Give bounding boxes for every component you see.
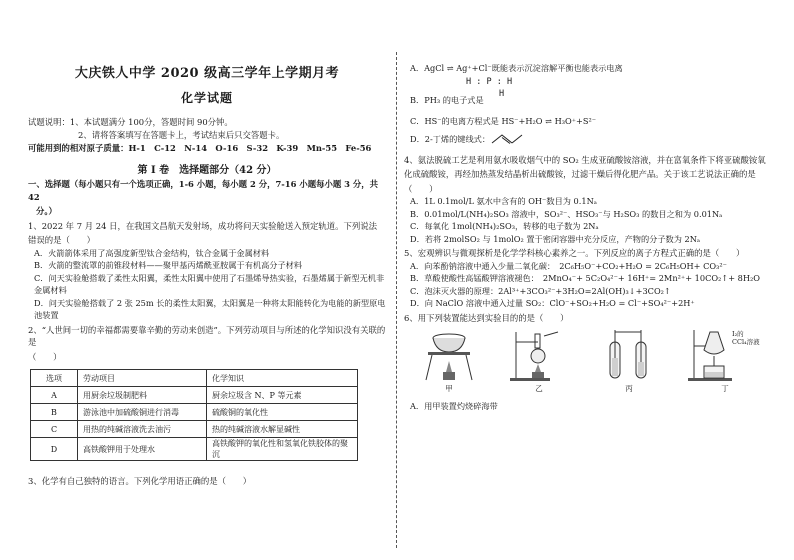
ding-reagent-label <box>732 330 760 346</box>
apparatus-yi <box>508 328 570 394</box>
q4-option-c: C．每氧化 1mol(NH₄)₂SO₃，转移的电子数为 2Nₐ <box>410 221 599 231</box>
q6-option-a: A．用甲装置灼烧碎海带 <box>410 401 498 411</box>
table-cell: 热的纯碱溶液水解显碱性 <box>207 421 358 438</box>
apparatus-label-jia: 甲 <box>445 384 453 393</box>
q4-stem: 4、氨法脱硫工艺是利用氨水吸收烟气中的 SO₂ 生成亚硫酸铵溶液，并在富氧条件下将亚硫酸铵氧 <box>404 154 766 165</box>
q5-option-d: D．向 NaClO 溶液中通入过量 SO₂：ClO⁻+SO₂+H₂O = Cl⁻+SO₄²⁻+2H⁺ <box>410 298 695 308</box>
table-cell: 用热的纯碱溶液洗去油污 <box>78 421 207 438</box>
table-header-cell: 化学知识 <box>207 370 358 387</box>
q3-option-a: A．AgCl ⇌ Ag⁺+Cl⁻既能表示沉淀溶解平衡也能表示电离 <box>410 63 623 73</box>
left-column <box>28 52 386 554</box>
q1-option-a: A．火箭箭体采用了高强度新型钛合金结构，钛合金属于金属材料 <box>34 247 270 258</box>
apparatus-bing <box>598 328 660 394</box>
page-title: 大庆铁人中学 2020 级高三学年上学期月考 <box>74 66 340 81</box>
q3-option-b-block <box>404 75 776 109</box>
q1-option-d: D．问天实验舱搭载了 2 张 25m 长的柔性太阳翼，太阳翼是一种将太阳能转化为电能的新型原电池装置 <box>34 297 386 320</box>
q5-option-a: A．向苯酚钠溶液中通入少量二氧化碳： 2C₆H₅O⁻+CO₂+H₂O = 2C₆H₅OH+ CO₃²⁻ <box>410 260 727 271</box>
ding-reagent-line2: CCl₄溶液 <box>732 338 760 346</box>
q1-option-c: C．问天实验舱搭载了柔性太阳翼，柔性太阳翼中使用了石墨烯导热实验，石墨烯属于新型无机非金属材料 <box>34 272 385 295</box>
q4-option-b: B．0.01mol/L(NH₄)₂SO₃ 溶液中，SO₃²⁻、HSO₃⁻与 H₂SO₃ 的数目之和为 0.01Nₐ <box>410 208 723 219</box>
flask-heating-icon <box>508 328 570 382</box>
q3-option-d-row <box>404 133 776 146</box>
table-cell: 厨余垃圾含 N、P 等元素 <box>207 387 358 404</box>
apparatus-ding <box>688 328 762 394</box>
crucible-heating-icon <box>418 328 480 382</box>
table-header-cell: 选项 <box>31 370 78 387</box>
q6-stem: 6、用下列装置能达到实验目的的是（ ） <box>404 312 569 323</box>
q3-stem: 3、化学有自己独特的语言。下列化学用语正确的是（ ） <box>28 476 252 486</box>
q3-option-d: D．2-丁烯的键线式： <box>410 134 491 144</box>
q5-option-b: B．草酸使酸性高锰酸钾溶液褪色： 2MnO₄⁻+ 5C₂O₄²⁻+ 16H⁺= 2Mn²⁺+ 10CO₂↑+ 8H₂O <box>410 273 760 283</box>
apparatus-label-yi: 乙 <box>535 384 543 393</box>
q4-stem-cont2: （ ） <box>404 183 438 194</box>
q2-stem-cont: （ ） <box>28 351 62 362</box>
q1-option-b: B．火箭的整流罩的前锥段材料——聚甲基丙烯酰亚胺属于有机高分子材料 <box>34 260 303 270</box>
butene-skeletal-icon <box>490 133 530 145</box>
table-cell: D <box>31 438 78 461</box>
test-tubes-icon <box>598 328 660 382</box>
section-title: 第 Ⅰ 卷 选择题部分（42 分） <box>137 165 277 176</box>
section-instruction: 一、选择题（每小题只有一个选项正确，1-6 小题，每小题 2 分，7-16 小题每小题 3 分，共 42 <box>28 179 378 202</box>
q3-option-b: B．PH₃ 的电子式是 <box>410 94 484 105</box>
table-cell: 用厨余垃圾制肥料 <box>78 387 207 404</box>
right-column <box>404 52 776 554</box>
table-row <box>31 387 358 404</box>
table-cell: A <box>31 387 78 404</box>
q1-stem: 1、2022 年 7 月 24 日，在我国文昌航天发射场，成功将问天实验舱送入预定轨道。下列说法 <box>28 220 378 231</box>
table-row <box>31 438 358 461</box>
section-instruction-cont: 分。） <box>36 206 57 216</box>
q1-stem-cont: 错误的是（ ） <box>28 235 95 245</box>
table-cell: 硫酸铜的氧化性 <box>207 404 358 421</box>
q4-stem-cont: 化成硫酸铵，再经加热蒸发结晶析出硫酸铵，过滤干燥后得化肥产品。关于该工艺说法正确的是 <box>404 169 756 179</box>
table-cell: B <box>31 404 78 421</box>
exam-note-2: 2、请将答案填写在答题卡上，考试结束后只交答题卡。 <box>78 130 285 140</box>
ph3-electron-dot: H : P : H <box>466 76 513 87</box>
table-cell: 高铁酸钾用于处理水 <box>78 438 207 461</box>
table-row <box>31 404 358 421</box>
q5-option-c: C．泡沫灭火器的原理：2Al³⁺+3CO₃²⁻+3H₂O=2Al(OH)₃↓+3CO₂↑ <box>410 285 671 296</box>
apparatus-label-ding: 丁 <box>721 384 729 393</box>
table-row <box>31 421 358 438</box>
table-cell: C <box>31 421 78 438</box>
q6-apparatus-row <box>404 328 776 394</box>
q3-option-c: C．HS⁻的电离方程式是 HS⁻+H₂O ⇌ H₃O⁺+S²⁻ <box>410 115 597 126</box>
ding-reagent-line1: I₂的 <box>732 330 744 338</box>
table-header-row <box>31 370 358 387</box>
apparatus-label-bing: 丙 <box>625 384 633 393</box>
page-subtitle: 化学试题 <box>180 91 233 105</box>
apparatus-jia <box>418 328 480 394</box>
table-cell: 游泳池中加硫酸铜进行消毒 <box>78 404 207 421</box>
table-cell: 高铁酸钾的氧化性和氢氧化铁胶体的聚沉 <box>207 438 358 461</box>
q2-stem: 2、“人世间一切的幸福都需要靠辛勤的劳动来创造”。下列劳动项目与所述的化学知识没有关联的是 <box>28 324 386 347</box>
column-divider <box>396 52 397 548</box>
q5-stem: 5、宏观辨识与微观探析是化学学科核心素养之一。下列反应的离子方程式正确的是（ ） <box>404 248 745 258</box>
q4-option-a: A．1L 0.1mol/L 氨水中含有的 OH⁻数目为 0.1Nₐ <box>410 196 597 206</box>
atomic-masses: 可能用到的相对原子质量：H-1 C-12 N-14 O-16 S-32 K-39 Mn-55 Fe-56 <box>28 143 372 153</box>
table-header-cell: 劳动项目 <box>78 370 207 387</box>
q2-table <box>30 369 358 461</box>
q4-option-d: D．若将 2molSO₂ 与 1molO₂ 置于密闭容器中充分反应，产物的分子数为 2Nₐ <box>410 233 701 244</box>
ph3-lower-h: H <box>499 88 505 99</box>
exam-note-1: 试题说明：1、本试题满分 100分，答题时间 90分钟。 <box>28 117 233 127</box>
